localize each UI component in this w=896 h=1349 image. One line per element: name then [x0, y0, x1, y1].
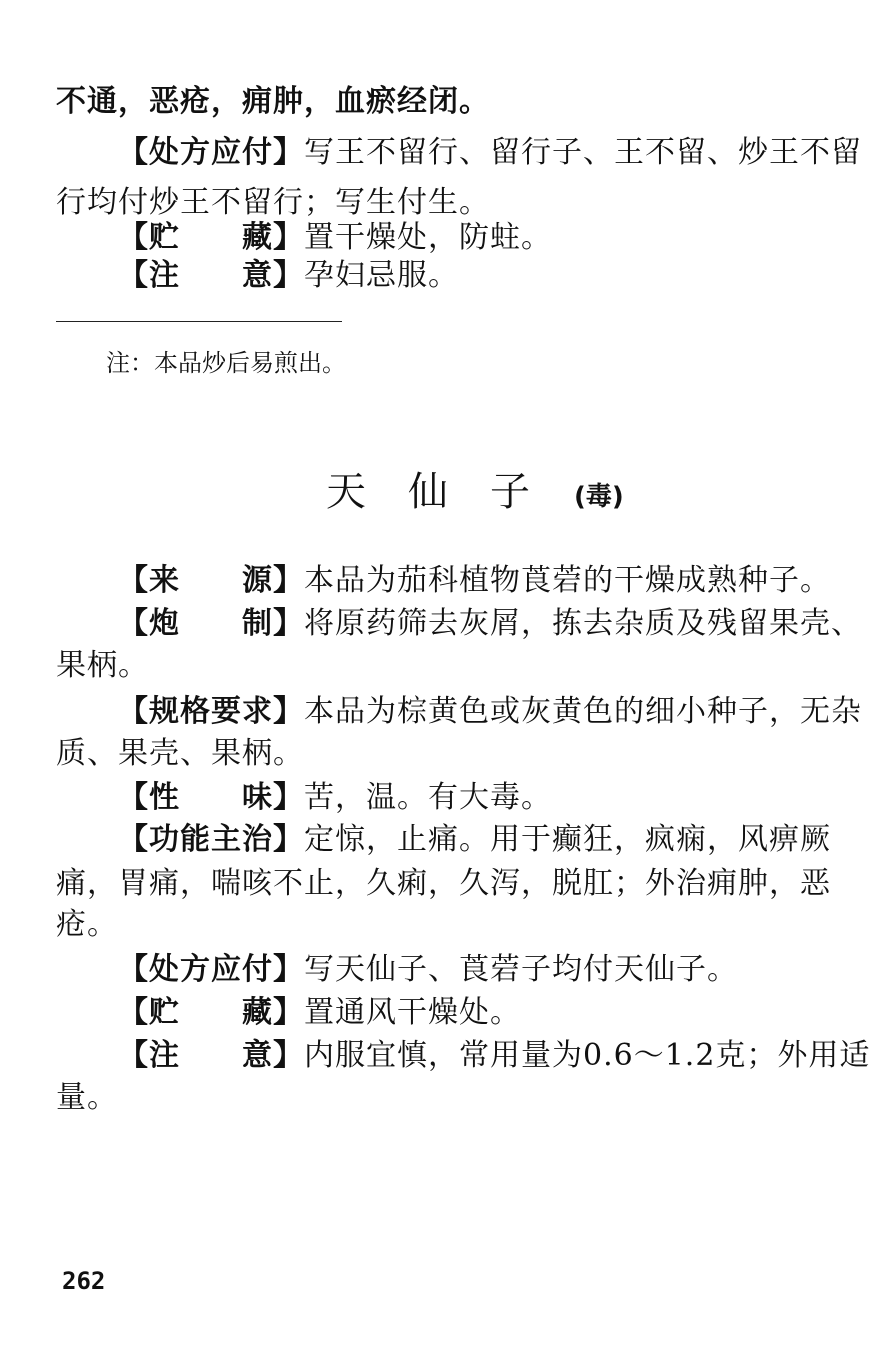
spec-label: 【规格要求】 [118, 694, 304, 729]
storage-row [118, 993, 818, 1033]
page-number: 262 [62, 1267, 106, 1295]
spec-row-2: 质、果壳、果柄。 [56, 736, 304, 771]
prev-entry-line-1: 不通，恶疮，痈肿，血瘀经闭。 [56, 84, 490, 119]
footnote: 注：本品炒后易煎出。 [106, 349, 346, 377]
source-row [118, 561, 831, 601]
prev-prescription-label: 【处方应付】 [118, 135, 304, 170]
caution-label: 【注 意】 [118, 1038, 304, 1073]
prev-prescription-text: 写王不留行、留行子、王不留、炒王不留 [304, 135, 862, 170]
spec-text-1: 本品为棕黄色或灰黄色的细小种子，无杂 [304, 694, 862, 729]
prescription-row [118, 950, 818, 990]
prescription-text: 写天仙子、莨菪子均付天仙子。 [304, 952, 738, 987]
function-row-1 [118, 820, 831, 860]
prev-caution-text: 孕妇忌服。 [304, 258, 459, 293]
prev-prescription-line-1 [118, 133, 862, 173]
entry-title-name: 天仙子 [326, 469, 572, 515]
prev-storage-text: 置干燥处，防蛀。 [304, 220, 552, 255]
function-label: 【功能主治】 [118, 822, 304, 857]
function-text-1: 定惊，止痛。用于癫狂，疯痫，风痹厥 [304, 822, 831, 857]
storage-text: 置通风干燥处。 [304, 995, 521, 1030]
caution-row-1 [118, 1036, 871, 1076]
prescription-label: 【处方应付】 [118, 952, 304, 987]
source-label: 【来 源】 [118, 563, 304, 598]
processing-text-1: 将原药筛去灰屑，拣去杂质及残留果壳、 [304, 606, 862, 641]
processing-row-2: 果柄。 [56, 648, 149, 683]
caution-text-1: 内服宜慎，常用量为0.6～1.2克；外用适 [304, 1038, 871, 1073]
source-text: 本品为茄科植物莨菪的干燥成熟种子。 [304, 563, 831, 598]
nature-label: 【性 味】 [118, 780, 304, 815]
entry-title [326, 468, 624, 521]
prev-prescription-line-2: 行均付炒王不留行；写生付生。 [56, 185, 490, 220]
spec-row-1 [118, 692, 862, 732]
entry-title-note: (毒) [574, 482, 624, 512]
prev-storage-row [118, 218, 818, 258]
footnote-divider [56, 321, 342, 322]
function-row-2: 痛，胃痛，喘咳不止，久痢，久泻，脱肛；外治痈肿，恶 [56, 866, 831, 901]
processing-row-1 [118, 604, 862, 644]
storage-label: 【贮 藏】 [118, 995, 304, 1030]
nature-row [118, 778, 818, 818]
prev-caution-label: 【注 意】 [118, 258, 304, 293]
function-row-3: 疮。 [56, 907, 118, 942]
nature-text: 苦，温。有大毒。 [304, 780, 552, 815]
prev-caution-row [118, 256, 818, 296]
prev-storage-label: 【贮 藏】 [118, 220, 304, 255]
processing-label: 【炮 制】 [118, 606, 304, 641]
caution-row-2: 量。 [56, 1080, 118, 1115]
